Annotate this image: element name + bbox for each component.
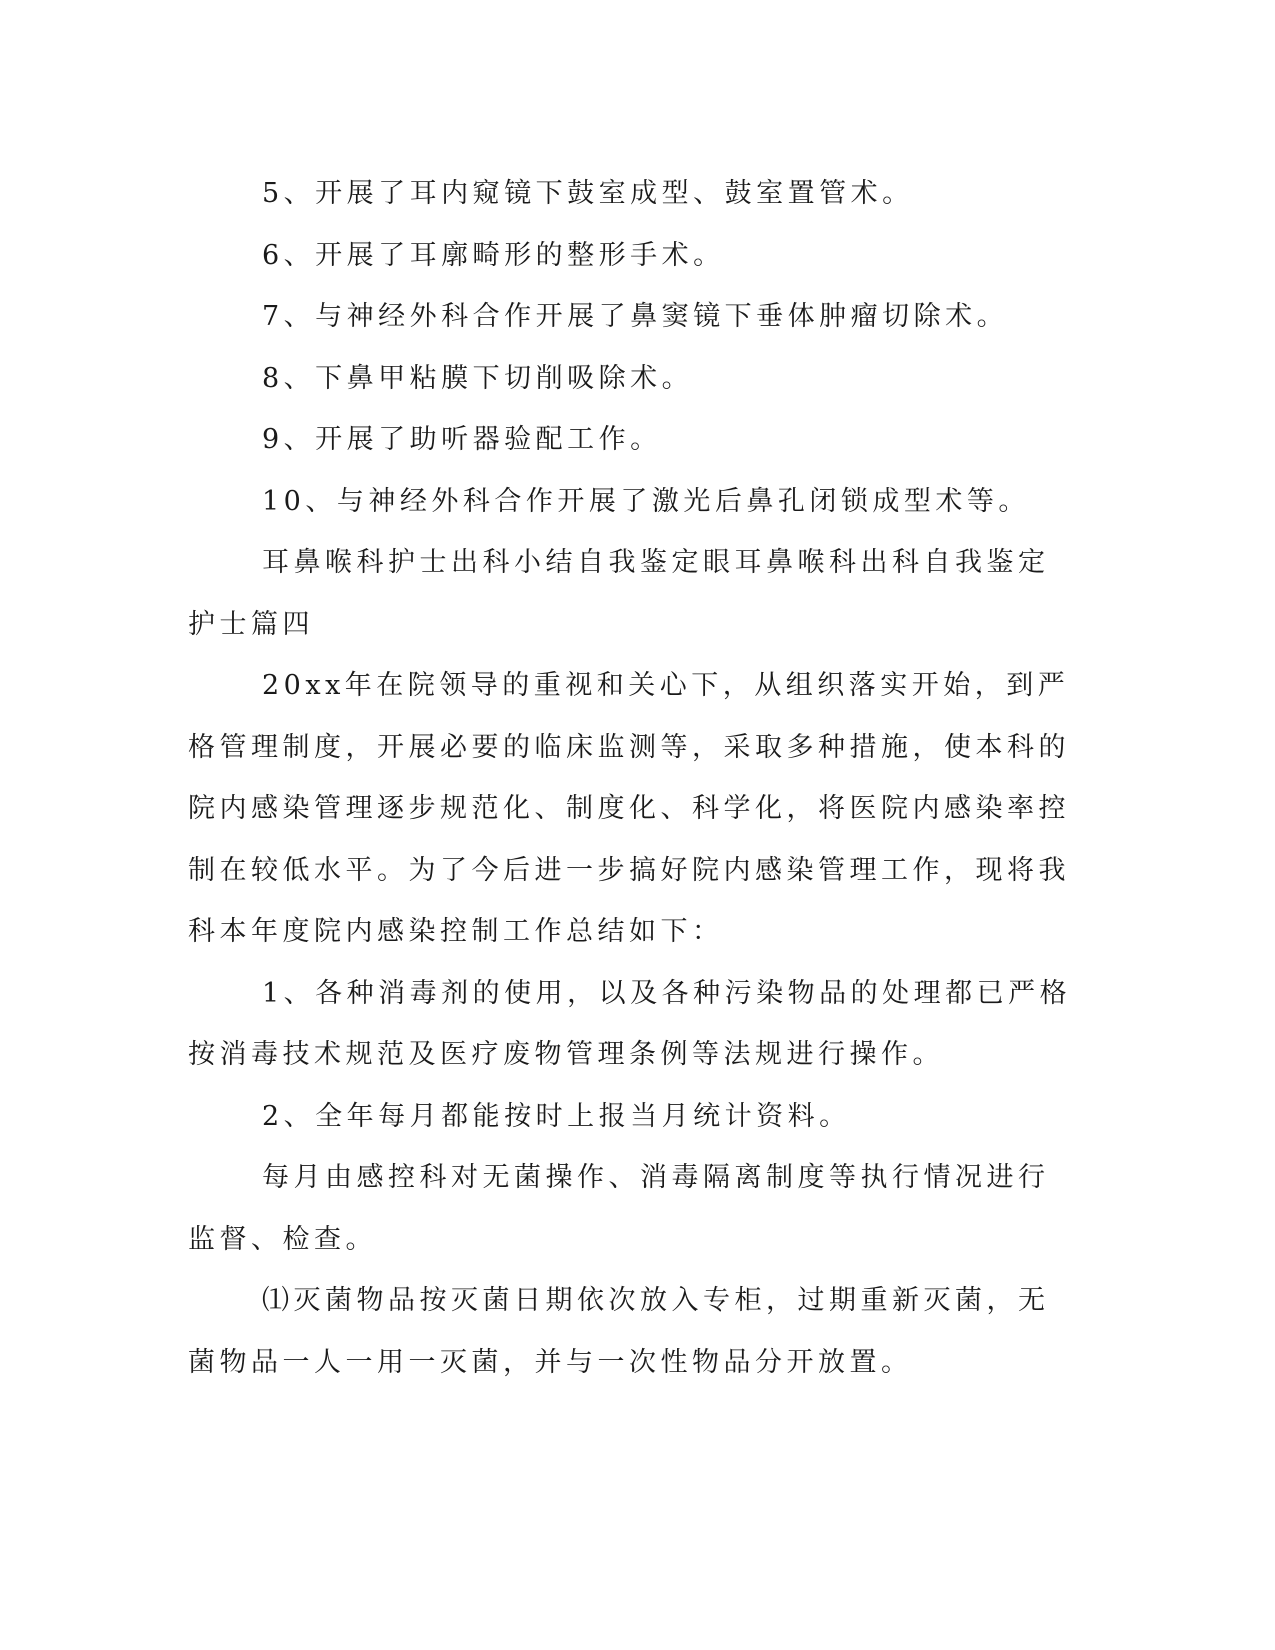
summary-item-2: 2、全年每月都能按时上报当月统计资料。: [262, 1100, 851, 1132]
paragraph-item-10: 10、与神经外科合作开展了激光后鼻孔闭锁成型术等。: [262, 485, 1030, 517]
paragraph-item-5: 5、开展了耳内窥镜下鼓室成型、鼓室置管术。: [262, 178, 914, 209]
paragraph-item-9: 9、开展了助听器验配工作。: [262, 424, 662, 455]
paragraph-item-8: 8、下鼻甲粘膜下切削吸除术。: [262, 362, 694, 394]
document-body: [188, 163, 1080, 1393]
intro-paragraph: 20xx年在院领导的重视和关心下，从组织落实开始，到严格管理制度，开展必要的临床监测等，采取多种措施，使本科的院内感染管理逐步规范化、制度化、科学化，将医院内感染率控制在较低水平。为了今后进一步搞好院内感染管理工作，现将我科本年度院内感染控制工作总结如下：: [188, 670, 1070, 947]
section-heading: 耳鼻喉科护士出科小结自我鉴定眼耳鼻喉科出科自我鉴定护士篇四: [188, 547, 1050, 640]
monthly-inspection-paragraph: 每月由感控科对无菌操作、消毒隔离制度等执行情况进行监督、检查。: [188, 1162, 1050, 1255]
paragraph-item-6: 6、开展了耳廓畸形的整形手术。: [262, 239, 725, 271]
summary-item-1: 1、各种消毒剂的使用，以及各种污染物品的处理都已严格按消毒技术规范及医疗废物管理条例等法规进行操作。: [188, 977, 1072, 1070]
paragraph-item-7: 7、与神经外科合作开展了鼻窦镜下垂体肿瘤切除术。: [262, 301, 1009, 332]
sterilization-item-1: ⑴灭菌物品按灭菌日期依次放入专柜，过期重新灭菌，无菌物品一人一用一灭菌，并与一次性物品分开放置。: [188, 1285, 1050, 1378]
